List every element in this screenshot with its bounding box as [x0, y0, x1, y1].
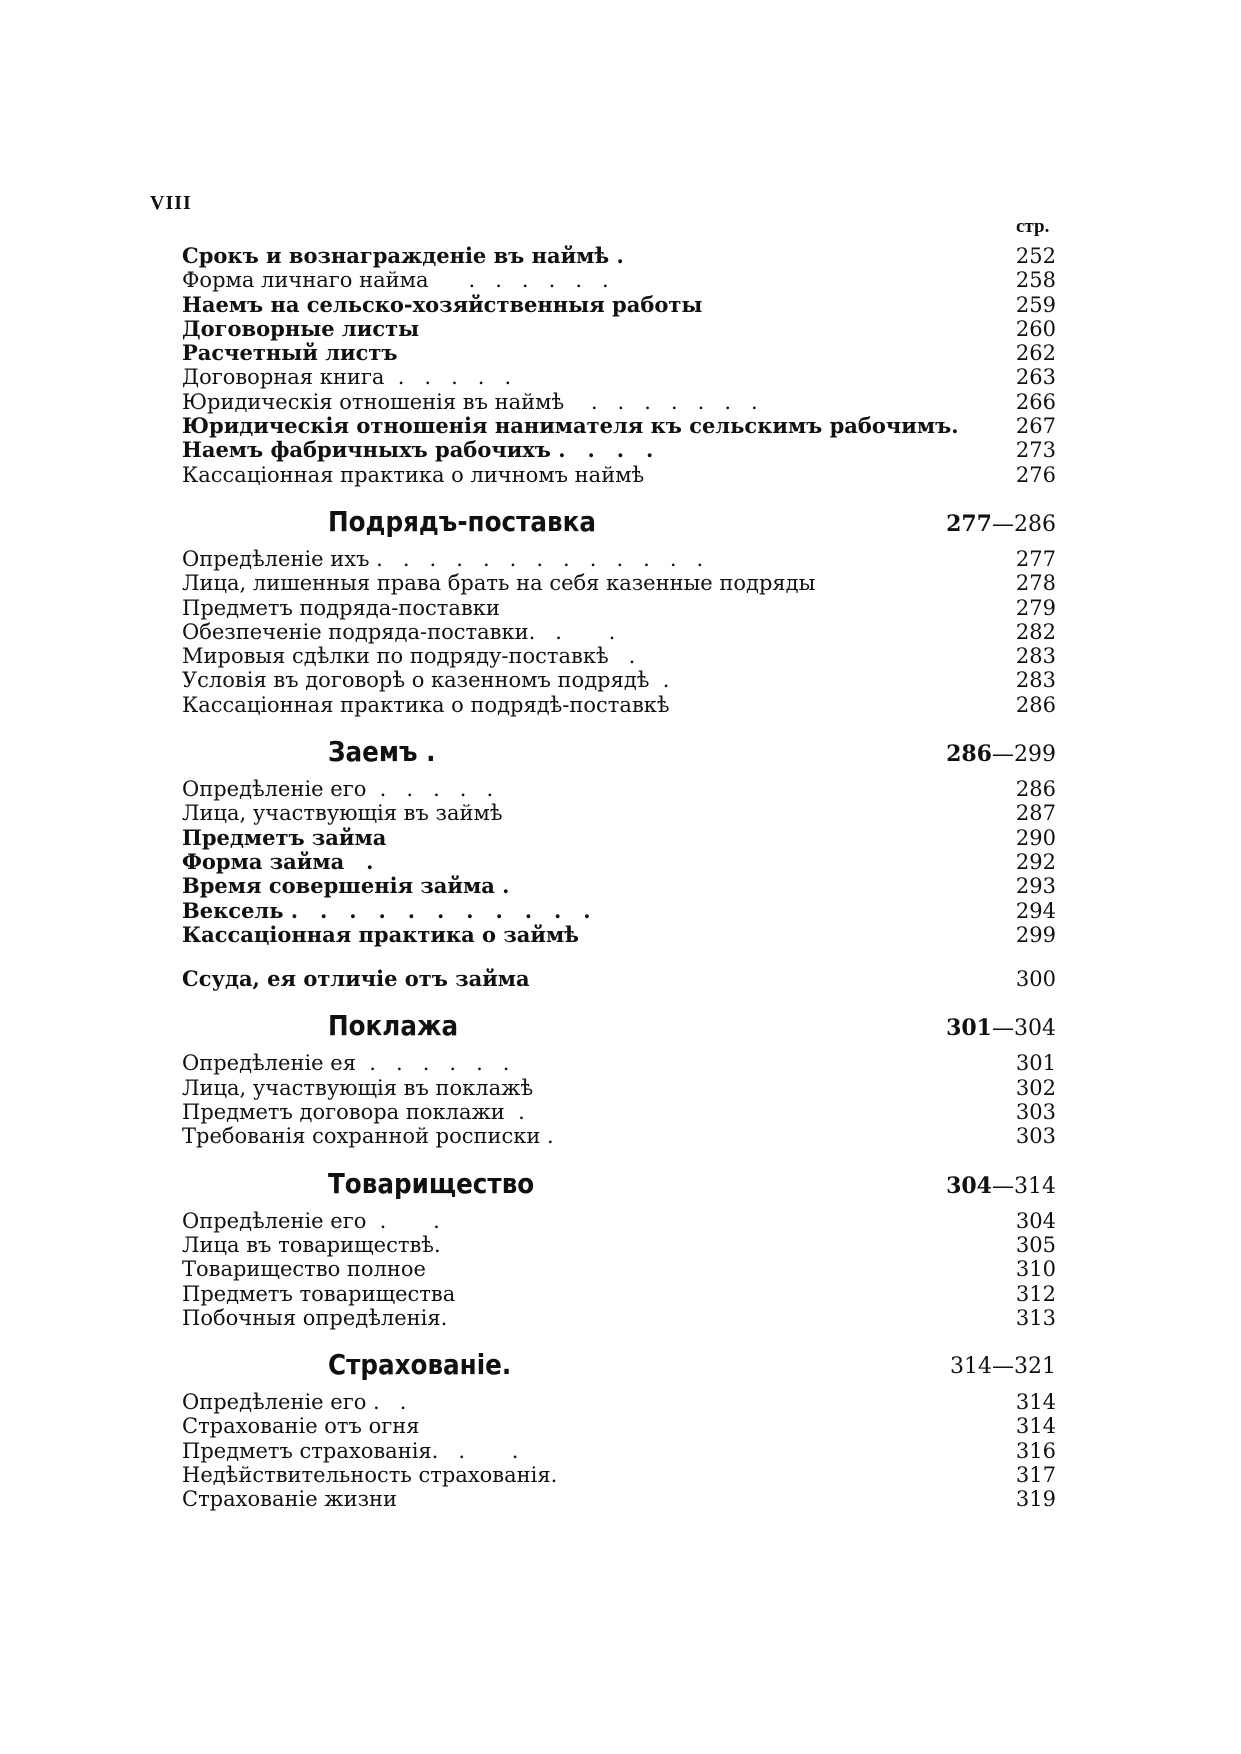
toc-entry-title: Недѣйствительность страхованія. — [182, 1462, 558, 1487]
toc-entry-title: Наемъ на сельско-хозяйственныя работы — [182, 291, 703, 317]
toc-entry-page: 276 — [1015, 462, 1056, 487]
toc-entry-page: 292 — [1015, 849, 1056, 874]
toc-entry-page: 266 — [1015, 389, 1056, 414]
toc-entry-title: Кассаціонная практика о займѣ — [182, 921, 579, 947]
range-start: 286 — [946, 741, 992, 768]
range-end: 314 — [1014, 1173, 1056, 1199]
toc-entry-title: Юридическія отношенія въ наймѣ . . . . . . . — [182, 389, 758, 414]
toc-entry-page: 294 — [1015, 898, 1056, 923]
toc-entry — [182, 341, 1056, 365]
toc-entry-title: Кассаціонная практика о личномъ наймѣ — [182, 462, 645, 487]
toc-entry — [182, 1209, 1056, 1233]
toc-entry — [182, 1100, 1056, 1124]
toc-entry — [182, 268, 1056, 292]
section-title: Поклажа — [328, 1009, 459, 1043]
toc-entry — [182, 826, 1056, 850]
toc-entry-title: Опредѣленіе его . . — [182, 1208, 440, 1233]
toc-entry-page: 283 — [1015, 668, 1056, 693]
range-end: 286 — [1014, 511, 1056, 537]
toc-entry-page: 312 — [1015, 1281, 1056, 1306]
toc-entry-page: 299 — [1015, 922, 1056, 947]
toc-entry — [182, 390, 1056, 414]
toc-entry-page: 286 — [1015, 692, 1056, 717]
range-dash: — — [992, 742, 1014, 768]
toc-entry-page: 319 — [1015, 1487, 1056, 1512]
toc-entry-title: Обезпеченіе подряда-поставки. . . — [182, 619, 616, 644]
toc-entry-title: Наемъ фабричныхъ рабочихъ . . . . — [182, 437, 654, 463]
toc-entry-title: Требованія сохранной росписки . — [182, 1124, 554, 1149]
toc-entry-page: 301 — [1015, 1051, 1056, 1076]
toc-entry-page: 303 — [1015, 1100, 1056, 1125]
toc-entry-page: 317 — [1015, 1462, 1056, 1487]
toc-entry — [182, 1487, 1056, 1511]
toc-entry-title: Юридическія отношенія нанимателя къ сельскимъ рабочимъ. — [182, 413, 959, 439]
range-end: 304 — [1014, 1016, 1056, 1042]
toc-entry — [182, 850, 1056, 874]
toc-entry — [182, 874, 1056, 898]
toc-entry — [182, 693, 1056, 717]
toc-entry-page: 305 — [1015, 1232, 1056, 1257]
toc-entry — [182, 1257, 1056, 1281]
toc-entry — [182, 967, 1056, 991]
toc-entry — [182, 644, 1056, 668]
toc-entry-title: Кассаціонная практика о подрядѣ-поставкѣ — [182, 692, 670, 717]
toc-entry-title: Лица, участвующія въ поклажѣ — [182, 1075, 534, 1100]
toc-entry-page: 277 — [1015, 546, 1056, 571]
toc-entry — [182, 414, 1056, 438]
toc-entry — [182, 899, 1056, 923]
section-page-range — [946, 1013, 1056, 1044]
section-heading — [182, 501, 1056, 543]
toc-entry-title: Опредѣленіе его . . . . . — [182, 777, 494, 802]
section-title: Товарищество — [328, 1166, 535, 1200]
toc-entry — [182, 668, 1056, 692]
toc-entry-page: 316 — [1015, 1438, 1056, 1463]
toc-entry-page: 300 — [1015, 967, 1056, 992]
toc-entry-title: Страхованіе отъ огня — [182, 1414, 420, 1439]
range-start: 314 — [950, 1354, 992, 1380]
range-dash: — — [992, 1173, 1014, 1199]
toc-entry — [182, 438, 1056, 462]
toc-entry-title: Время совершенія займа . — [182, 873, 510, 899]
toc-entry — [182, 293, 1056, 317]
toc-entry-page: 259 — [1015, 292, 1056, 317]
toc-entry-title: Опредѣленіе ея . . . . . . — [182, 1051, 510, 1076]
section-heading — [182, 1163, 1056, 1205]
toc-entry-page: 313 — [1015, 1305, 1056, 1330]
section-title: Заемъ . — [328, 735, 436, 769]
toc-entry-title: Предметъ товарищества — [182, 1281, 456, 1306]
toc-entry — [182, 1124, 1056, 1148]
range-dash: — — [992, 1354, 1014, 1380]
toc-entry-title: Срокъ и вознагражденіе въ наймѣ . — [182, 243, 624, 268]
toc-entry-title: Лица, участвующія въ займѣ — [182, 801, 503, 826]
toc-entry — [182, 1414, 1056, 1438]
section-page-range — [946, 739, 1056, 770]
range-dash: — — [992, 511, 1014, 537]
toc-entry — [182, 1282, 1056, 1306]
toc-entry-page: 293 — [1015, 874, 1056, 899]
toc-entry — [182, 777, 1056, 801]
section-page-range — [946, 509, 1056, 540]
toc-entry-page: 310 — [1015, 1257, 1056, 1282]
toc-entry-title: Лица въ товариществѣ. — [182, 1232, 441, 1257]
toc-entry-title: Товарищество полное — [182, 1257, 426, 1282]
toc-entry-page: 278 — [1015, 571, 1056, 596]
toc-entry-title: Расчетный листъ — [182, 340, 398, 366]
toc-entry-title: Вексель . . . . . . . . . . . — [182, 897, 591, 923]
toc-entry-title: Лица, лишенныя права брать на себя казенные подряды — [182, 571, 816, 596]
toc-entry — [182, 1439, 1056, 1463]
toc-entry-title: Ссуда, ея отличіе отъ займа — [182, 966, 530, 992]
toc-entry-page: 286 — [1015, 777, 1056, 802]
toc-entry-title: Предметъ договора поклажи . — [182, 1100, 525, 1125]
toc-entry — [182, 801, 1056, 825]
toc-entry-page: 279 — [1015, 595, 1056, 620]
toc-entry-page: 283 — [1015, 644, 1056, 669]
range-start: 277 — [946, 510, 992, 537]
range-start: 301 — [946, 1015, 992, 1042]
toc-entry — [182, 923, 1056, 947]
range-end: 321 — [1014, 1354, 1056, 1380]
page-number: VIII — [150, 192, 192, 214]
toc-entry-page: 263 — [1015, 365, 1056, 390]
section-heading — [182, 1005, 1056, 1047]
range-dash: — — [992, 1016, 1014, 1042]
toc-entry-page: 303 — [1015, 1124, 1056, 1149]
section-page-range — [946, 1171, 1056, 1202]
toc-entry-page: 258 — [1015, 268, 1056, 293]
table-of-contents — [182, 244, 1056, 1512]
toc-entry-title: Форма личнаго найма . . . . . . — [182, 268, 609, 293]
toc-entry-page: 304 — [1015, 1208, 1056, 1233]
toc-entry — [182, 244, 1056, 268]
toc-entry-page: 252 — [1015, 244, 1056, 268]
toc-entry — [182, 1051, 1056, 1075]
toc-entry — [182, 596, 1056, 620]
section-title: Страхованіе. — [328, 1348, 512, 1382]
toc-entry-page: 262 — [1015, 341, 1056, 366]
toc-entry-title: Договорная книга . . . . . — [182, 365, 512, 390]
section-page-range — [950, 1352, 1056, 1382]
toc-entry — [182, 365, 1056, 389]
toc-entry-title: Побочныя опредѣленія. — [182, 1305, 448, 1330]
toc-entry-title: Предметъ подряда-поставки — [182, 595, 500, 620]
spacer — [182, 947, 1056, 967]
toc-entry-title: Предметъ займа — [182, 824, 387, 850]
toc-entry-page: 267 — [1015, 414, 1056, 439]
toc-entry — [182, 1076, 1056, 1100]
toc-entry-page: 282 — [1015, 619, 1056, 644]
toc-entry-page: 260 — [1015, 316, 1056, 341]
toc-entry — [182, 463, 1056, 487]
toc-entry — [182, 1390, 1056, 1414]
toc-entry — [182, 571, 1056, 595]
toc-entry-page: 273 — [1015, 438, 1056, 463]
toc-entry-title: Форма займа . — [182, 848, 374, 874]
section-title: Подрядъ-поставка — [328, 504, 596, 538]
toc-entry-title: Опредѣленіе его . . — [182, 1390, 407, 1415]
range-start: 304 — [946, 1172, 992, 1199]
toc-entry — [182, 620, 1056, 644]
toc-entry-title: Предметъ страхованія. . . — [182, 1438, 519, 1463]
toc-entry-title: Условія въ договорѣ о казенномъ подрядѣ . — [182, 668, 670, 693]
toc-entry-title: Страхованіе жизни — [182, 1487, 398, 1512]
toc-entry — [182, 1233, 1056, 1257]
toc-entry-page: 314 — [1015, 1414, 1056, 1439]
toc-entry — [182, 317, 1056, 341]
range-end: 299 — [1014, 742, 1056, 768]
section-heading — [182, 731, 1056, 773]
toc-entry — [182, 1463, 1056, 1487]
toc-entry-title: Договорные листы — [182, 315, 420, 341]
section-heading — [182, 1344, 1056, 1386]
toc-entry-title: Мировыя сдѣлки по подряду-поставкѣ . — [182, 644, 636, 669]
toc-entry-title: Опредѣленіе ихъ . . . . . . . . . . . . . — [182, 546, 704, 571]
toc-entry — [182, 547, 1056, 571]
toc-entry — [182, 1306, 1056, 1330]
toc-entry-page: 314 — [1015, 1390, 1056, 1415]
toc-entry-page: 287 — [1015, 801, 1056, 826]
page-column-label: стр. — [1016, 216, 1050, 237]
toc-entry-page: 290 — [1015, 825, 1056, 850]
toc-entry-page: 302 — [1015, 1075, 1056, 1100]
